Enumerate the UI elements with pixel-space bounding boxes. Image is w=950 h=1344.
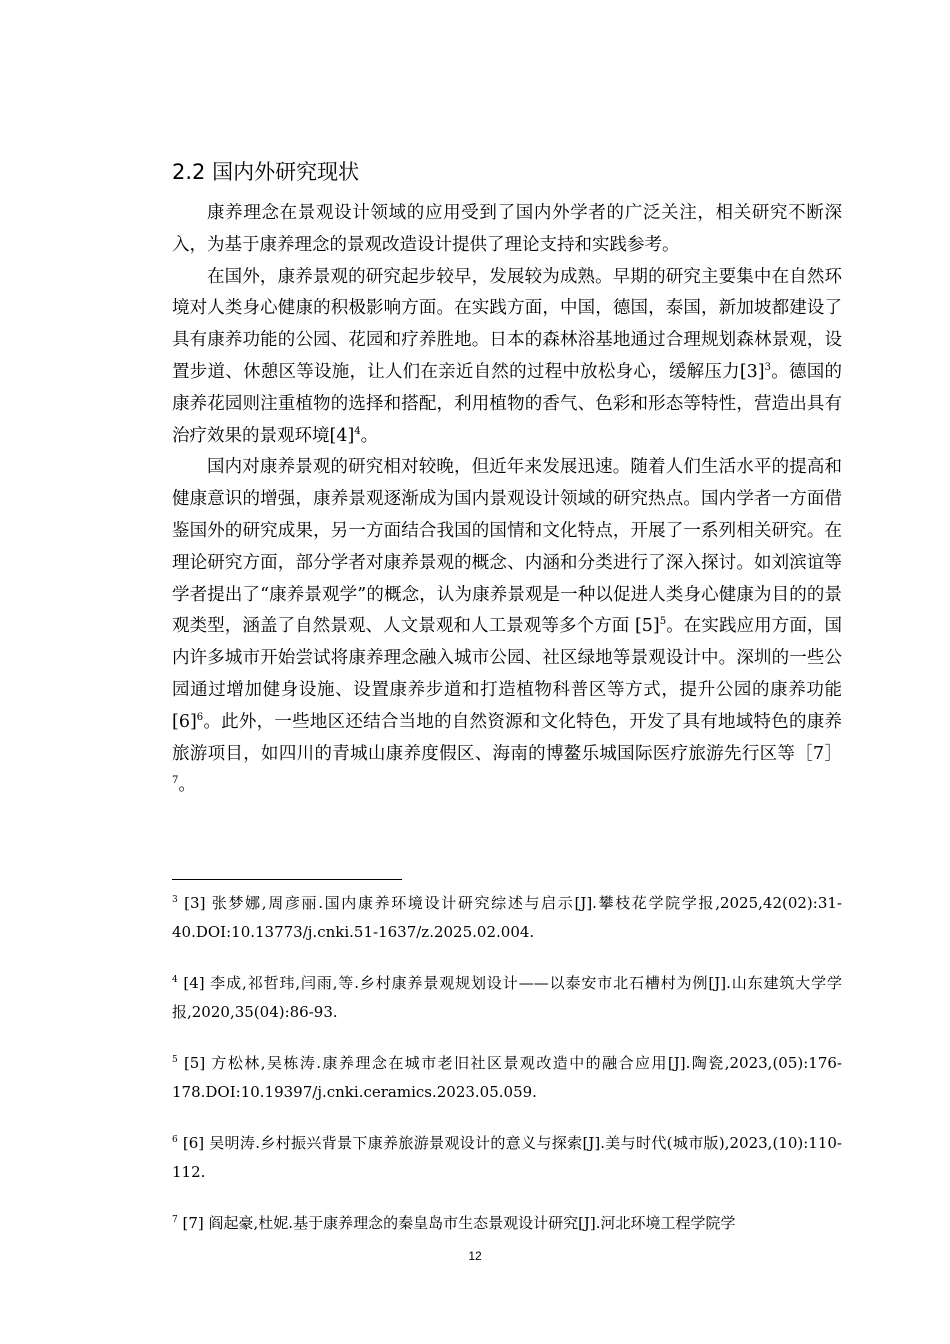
- footnote-ref[interactable]: 3: [764, 362, 772, 374]
- footnote-mark: 5: [172, 1055, 178, 1065]
- paragraph-text: 。此外，一些地区还结合当地的自然资源和文化特色，开发了具有地域特色的康养旅游项目，如四川的青城山康养度假区、海南的博鳌乐城国际医疗旅游先行区等［7］: [172, 711, 842, 764]
- footnote-text: [4] 李成,祁哲玮,闫雨,等.乡村康养景观规划设计——以泰安市北石槽村为例[J].山东建筑大学学报,2020,35(04):86-93.: [172, 974, 842, 1021]
- paragraph-text: 康养理念在景观设计领域的应用受到了国内外学者的广泛关注，相关研究不断深入，为基于康养理念的景观改造设计提供了理论支持和实践参考。: [172, 203, 842, 255]
- footnote-text: [7] 阎起豪,杜妮.基于康养理念的秦皇岛市生态景观设计研究[J].河北环境工程学院学: [182, 1214, 736, 1232]
- footnote-mark: 6: [172, 1135, 178, 1145]
- footnote-item: [172, 1129, 842, 1187]
- footnote-ref[interactable]: 6: [196, 711, 204, 723]
- footnote-text: [6] 吴明涛.乡村振兴背景下康养旅游景观设计的意义与探索[J].美与时代(城市版),2023,(10):110-112.: [172, 1134, 842, 1181]
- footnote-item: [172, 1209, 842, 1238]
- paragraph-text: 。在实践应用方面，国内许多城市开始尝试将康养理念融入城市公园、社区绿地等景观设计中。深圳的一些公园通过增加健身设施、设置康养步道和打造植物科普区等方式，提升公园的康养功能 [6]: [172, 616, 842, 732]
- footnote-mark: 4: [172, 975, 178, 985]
- footnote-item: [172, 969, 842, 1027]
- footnote-text: [3] 张梦娜,周彦丽.国内康养环境设计研究综述与启示[J].攀枝花学院学报,2025,42(02):31-40.DOI:10.13773/j.cnki.51-1637/z.2025.02.004.: [172, 894, 842, 941]
- section-heading: 2.2 国内外研究现状: [172, 160, 360, 184]
- footnote-item: [172, 1049, 842, 1107]
- footnote-item: [172, 889, 842, 947]
- paragraph-intro: [172, 198, 842, 262]
- body-text: [172, 198, 842, 802]
- footnote-ref[interactable]: 5: [659, 616, 667, 628]
- footnote-separator: [172, 879, 402, 880]
- paragraph-text: 国内对康养景观的研究相对较晚，但近年来发展迅速。随着人们生活水平的提高和健康意识的增强，康养景观逐渐成为国内景观设计领域的研究热点。国内学者一方面借鉴国外的研究成果，另一方面结合我国的国情和文化特点，开展了一系列相关研究。在理论研究方面，部分学者对康养景观的概念、内涵和分类进行了深入探讨。如刘滨谊等学者提出了“康养景观学”的概念，认为康养景观是一种以促进人类身心健康为目的的景观类型，涵盖了自然景观、人文景观和人工景观等多个方面 [5]: [172, 457, 842, 637]
- paragraph-foreign-research: [172, 262, 842, 453]
- footnote-mark: 7: [172, 1215, 178, 1225]
- footnote-text: [5] 方松林,吴栋涛.康养理念在城市老旧社区景观改造中的融合应用[J].陶瓷,2023,(05):176-178.DOI:10.19397/j.cnki.ceramics.2023.05.059.: [172, 1054, 842, 1101]
- paragraph-text: 。德国的康养花园则注重植物的选择和搭配，利用植物的香气、色彩和形态等特性，营造出具有治疗效果的景观环境[4]: [172, 361, 842, 446]
- footnote-ref[interactable]: 7: [172, 775, 179, 787]
- paragraph-domestic-research: [172, 452, 842, 802]
- paragraph-text: 。: [178, 775, 196, 796]
- paragraph-text: 。: [360, 425, 379, 446]
- footnotes: [172, 889, 842, 1260]
- footnote-ref[interactable]: 4: [354, 425, 361, 437]
- page-number: 12: [468, 1249, 482, 1263]
- paragraph-text: 在国外，康养景观的研究起步较早，发展较为成熟。早期的研究主要集中在自然环境对人类身心健康的积极影响方面。在实践方面，中国，德国，泰国，新加坡都建设了具有康养功能的公园、花园和疗养胜地。日本的森林浴基地通过合理规划森林景观，设置步道、休憩区等设施，让人们在亲近自然的过程中放松身心，缓解压力[3]: [172, 266, 842, 382]
- footnote-mark: 3: [172, 895, 178, 905]
